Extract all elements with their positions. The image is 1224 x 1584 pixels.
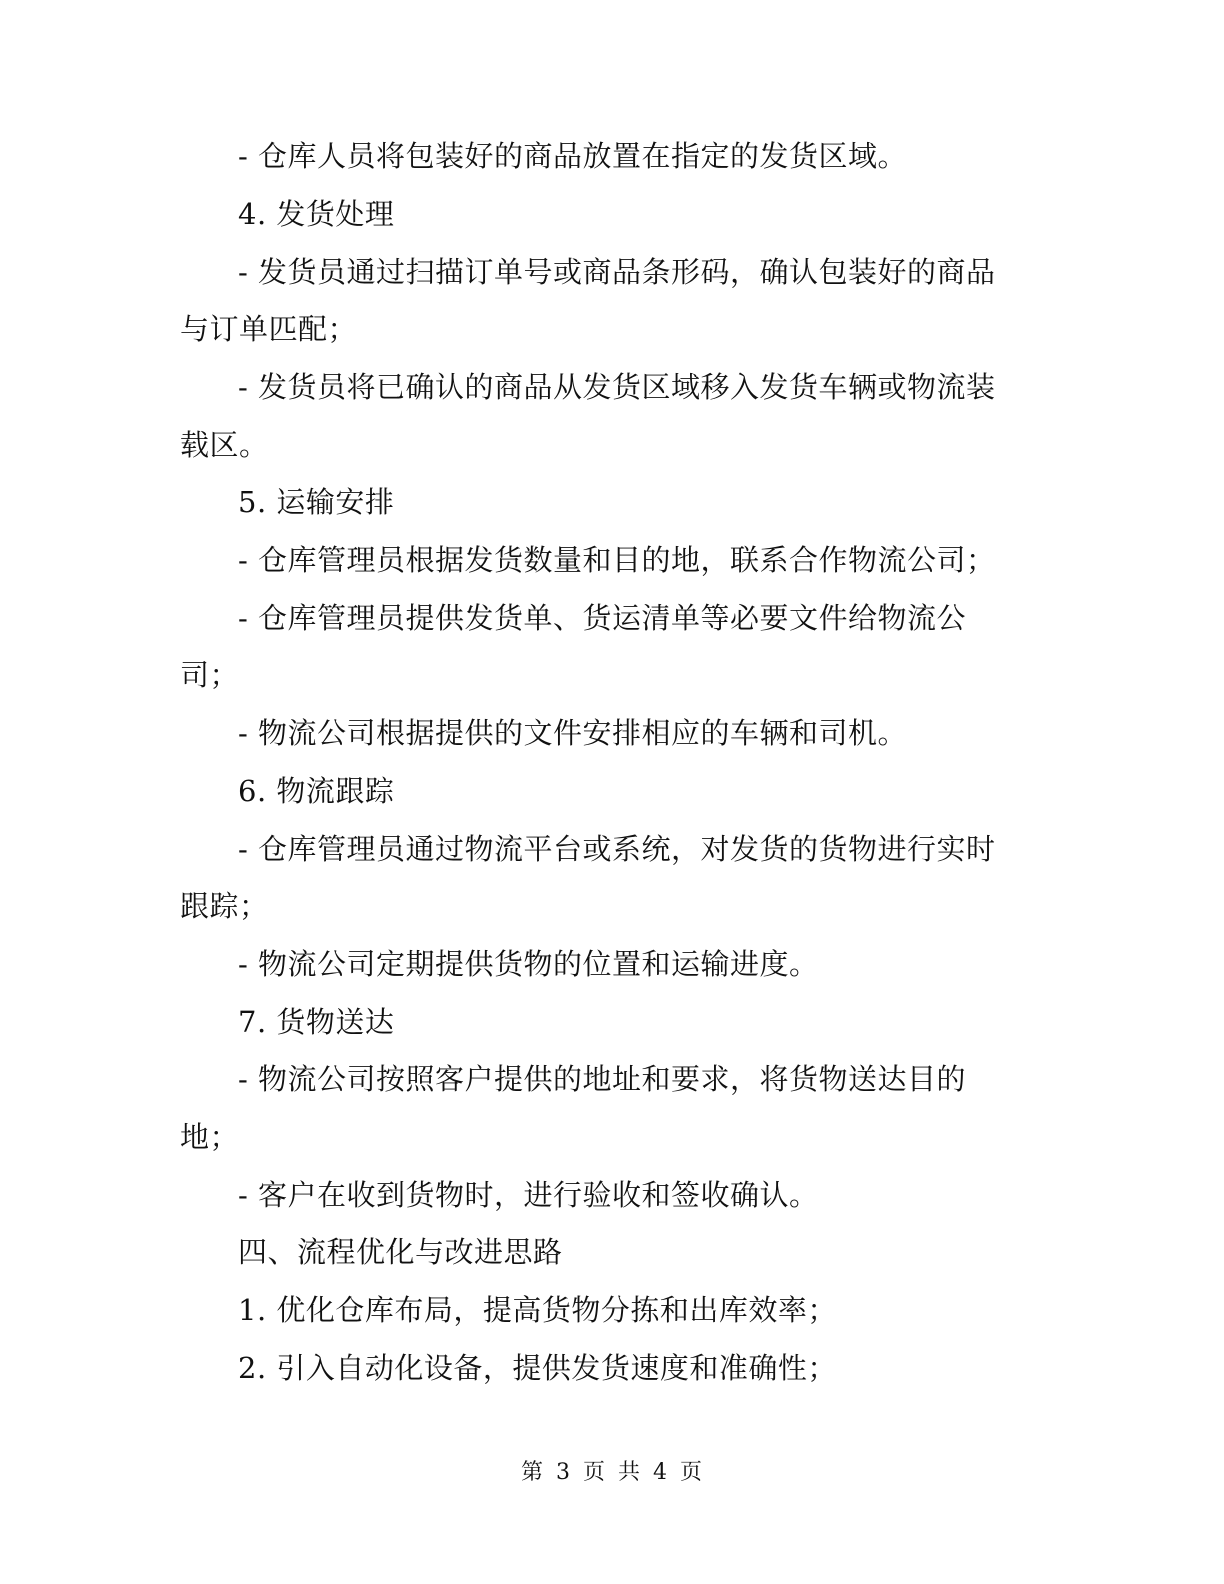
bullet-line: - 物流公司定期提供货物的位置和运输进度。 (238, 947, 819, 981)
footer-total-pages: 4 (653, 1460, 669, 1485)
bullet-line: - 物流公司根据提供的文件安排相应的车辆和司机。 (238, 716, 908, 750)
footer-total-word: 共 (618, 1460, 642, 1485)
bullet-line: - 发货员将已确认的商品从发货区域移入发货车辆或物流装 (238, 370, 996, 404)
bullet-line: - 客户在收到货物时，进行验收和签收确认。 (238, 1178, 819, 1212)
continuation-line: 跟踪； (180, 889, 269, 923)
bullet-line: - 仓库管理员根据发货数量和目的地，联系合作物流公司； (238, 543, 996, 577)
continuation-line: 载区。 (180, 428, 269, 462)
section-heading: 5. 运输安排 (238, 485, 395, 519)
numbered-item: 1. 优化仓库布局，提高货物分拣和出库效率； (238, 1293, 837, 1327)
bullet-line: - 仓库管理员提供发货单、货运清单等必要文件给物流公 (238, 601, 967, 635)
bullet-line: - 发货员通过扫描订单号或商品条形码，确认包装好的商品 (238, 255, 996, 289)
bullet-line: - 物流公司按照客户提供的地址和要求，将货物送达目的 (238, 1062, 967, 1096)
section-heading: 4. 发货处理 (238, 197, 395, 231)
footer-suffix: 页 (680, 1460, 704, 1485)
footer-current-page: 3 (555, 1460, 571, 1485)
bullet-line: - 仓库人员将包装好的商品放置在指定的发货区域。 (238, 139, 908, 173)
continuation-line: 地； (180, 1120, 240, 1154)
chapter-heading: 四、流程优化与改进思路 (238, 1235, 563, 1269)
continuation-line: 司； (180, 658, 240, 692)
numbered-item: 2. 引入自动化设备，提供发货速度和准确性； (238, 1351, 837, 1385)
footer-prefix: 第 (520, 1460, 544, 1485)
section-heading: 6. 物流跟踪 (238, 774, 395, 808)
page-footer (0, 1458, 1224, 1488)
bullet-line: - 仓库管理员通过物流平台或系统，对发货的货物进行实时 (238, 832, 996, 866)
footer-page-word: 页 (582, 1460, 606, 1485)
section-heading: 7. 货物送达 (238, 1005, 395, 1039)
continuation-line: 与订单匹配； (180, 312, 358, 346)
